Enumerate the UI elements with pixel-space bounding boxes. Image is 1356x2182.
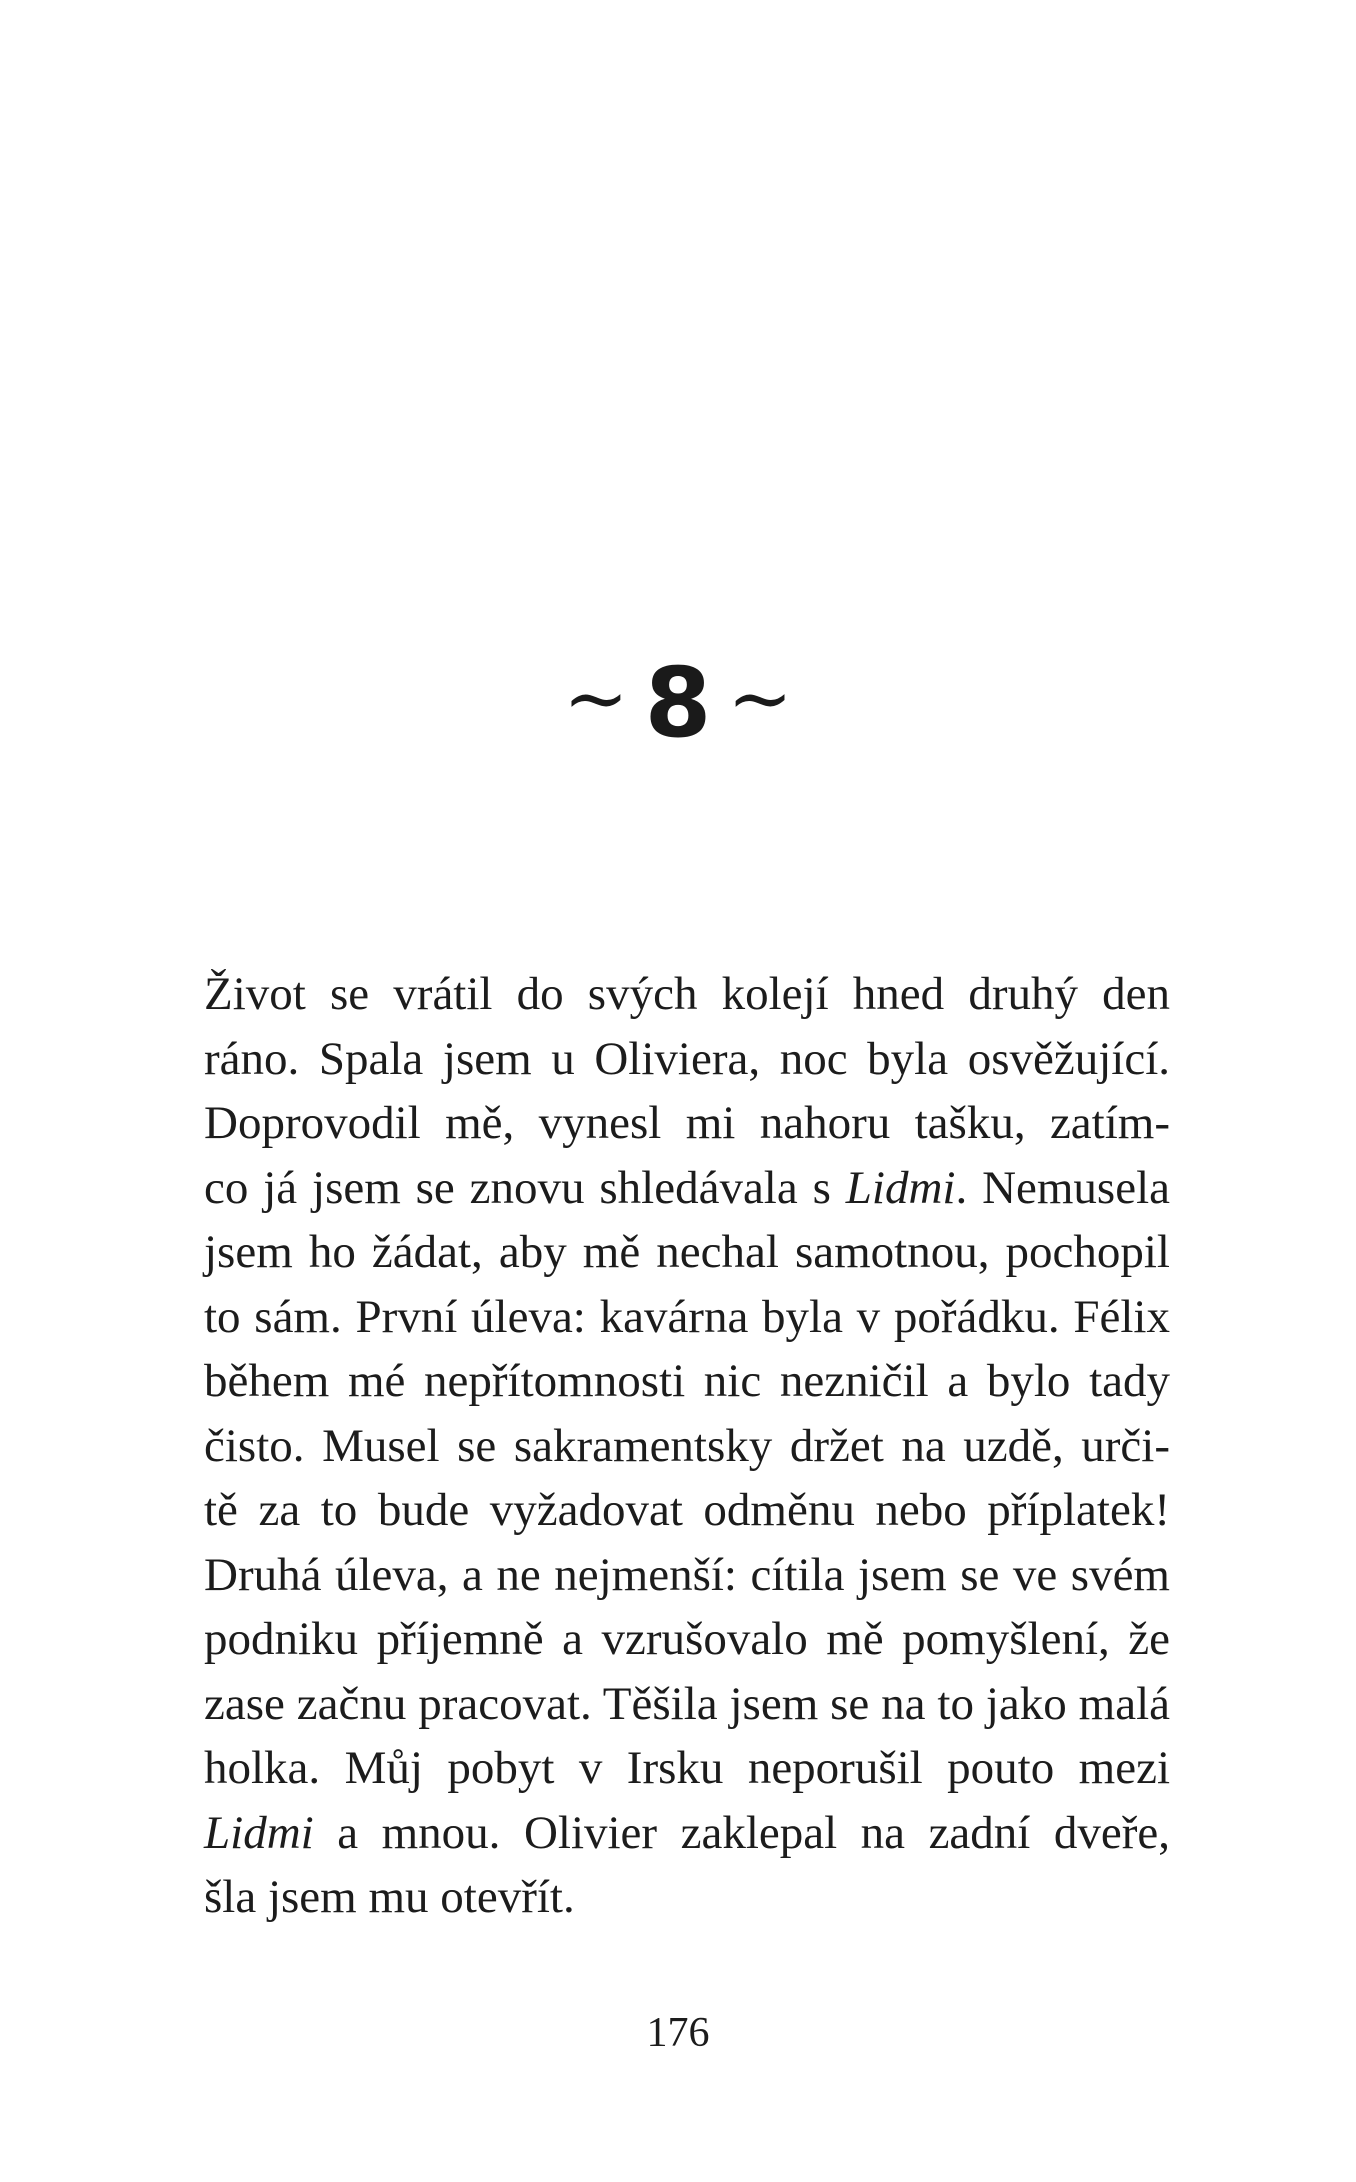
text-line: během mé nepřítomnosti nic nezničil a bylo tady xyxy=(204,1355,1170,1407)
text-line: podniku příjemně a vzrušovalo mě pomyšlení, že xyxy=(204,1613,1170,1665)
text-line: Lidmi a mnou. Olivier zaklepal na zadní dveře, xyxy=(204,1806,1170,1859)
text-line-last: šla jsem mu otevřít. xyxy=(204,1871,575,1923)
text-line: Život se vrátil do svých kolejí hned druhý den xyxy=(204,968,1170,1020)
text-line: čisto. Musel se sakramentsky držet na uzdě, urči- xyxy=(204,1419,1170,1472)
page-number: 176 xyxy=(646,2010,710,2056)
chapter-number: 8 xyxy=(644,647,712,759)
text-line: to sám. První úleva: kavárna byla v pořádku. Félix xyxy=(204,1290,1170,1343)
text-line: ráno. Spala jsem u Oliviera, noc byla osvěžující. xyxy=(204,1032,1170,1085)
chapter-tilde-left: ~ xyxy=(563,654,629,744)
text-line: zase začnu pracovat. Těšila jsem se na to jako malá xyxy=(204,1677,1170,1730)
text-line: jsem ho žádat, aby mě nechal samotnou, pochopil xyxy=(204,1226,1170,1278)
body-paragraph xyxy=(204,962,1170,1930)
text-line: Druhá úleva, a ne nejmenší: cítila jsem se ve svém xyxy=(204,1548,1170,1601)
text-line: Doprovodil mě, vynesl mi nahoru tašku, zatím- xyxy=(204,1097,1170,1149)
italic-title: Lidmi xyxy=(845,1161,956,1214)
text-line: co já jsem se znovu shledávala s Lidmi. Nemusela xyxy=(204,1161,1170,1214)
text-line: holka. Můj pobyt v Irsku neporušil pouto mezi xyxy=(204,1742,1170,1794)
italic-title: Lidmi xyxy=(204,1806,314,1859)
text-line: tě za to bude vyžadovat odměnu nebo příplatek! xyxy=(204,1484,1170,1536)
chapter-heading xyxy=(0,647,1356,759)
chapter-tilde-right: ~ xyxy=(727,654,793,744)
